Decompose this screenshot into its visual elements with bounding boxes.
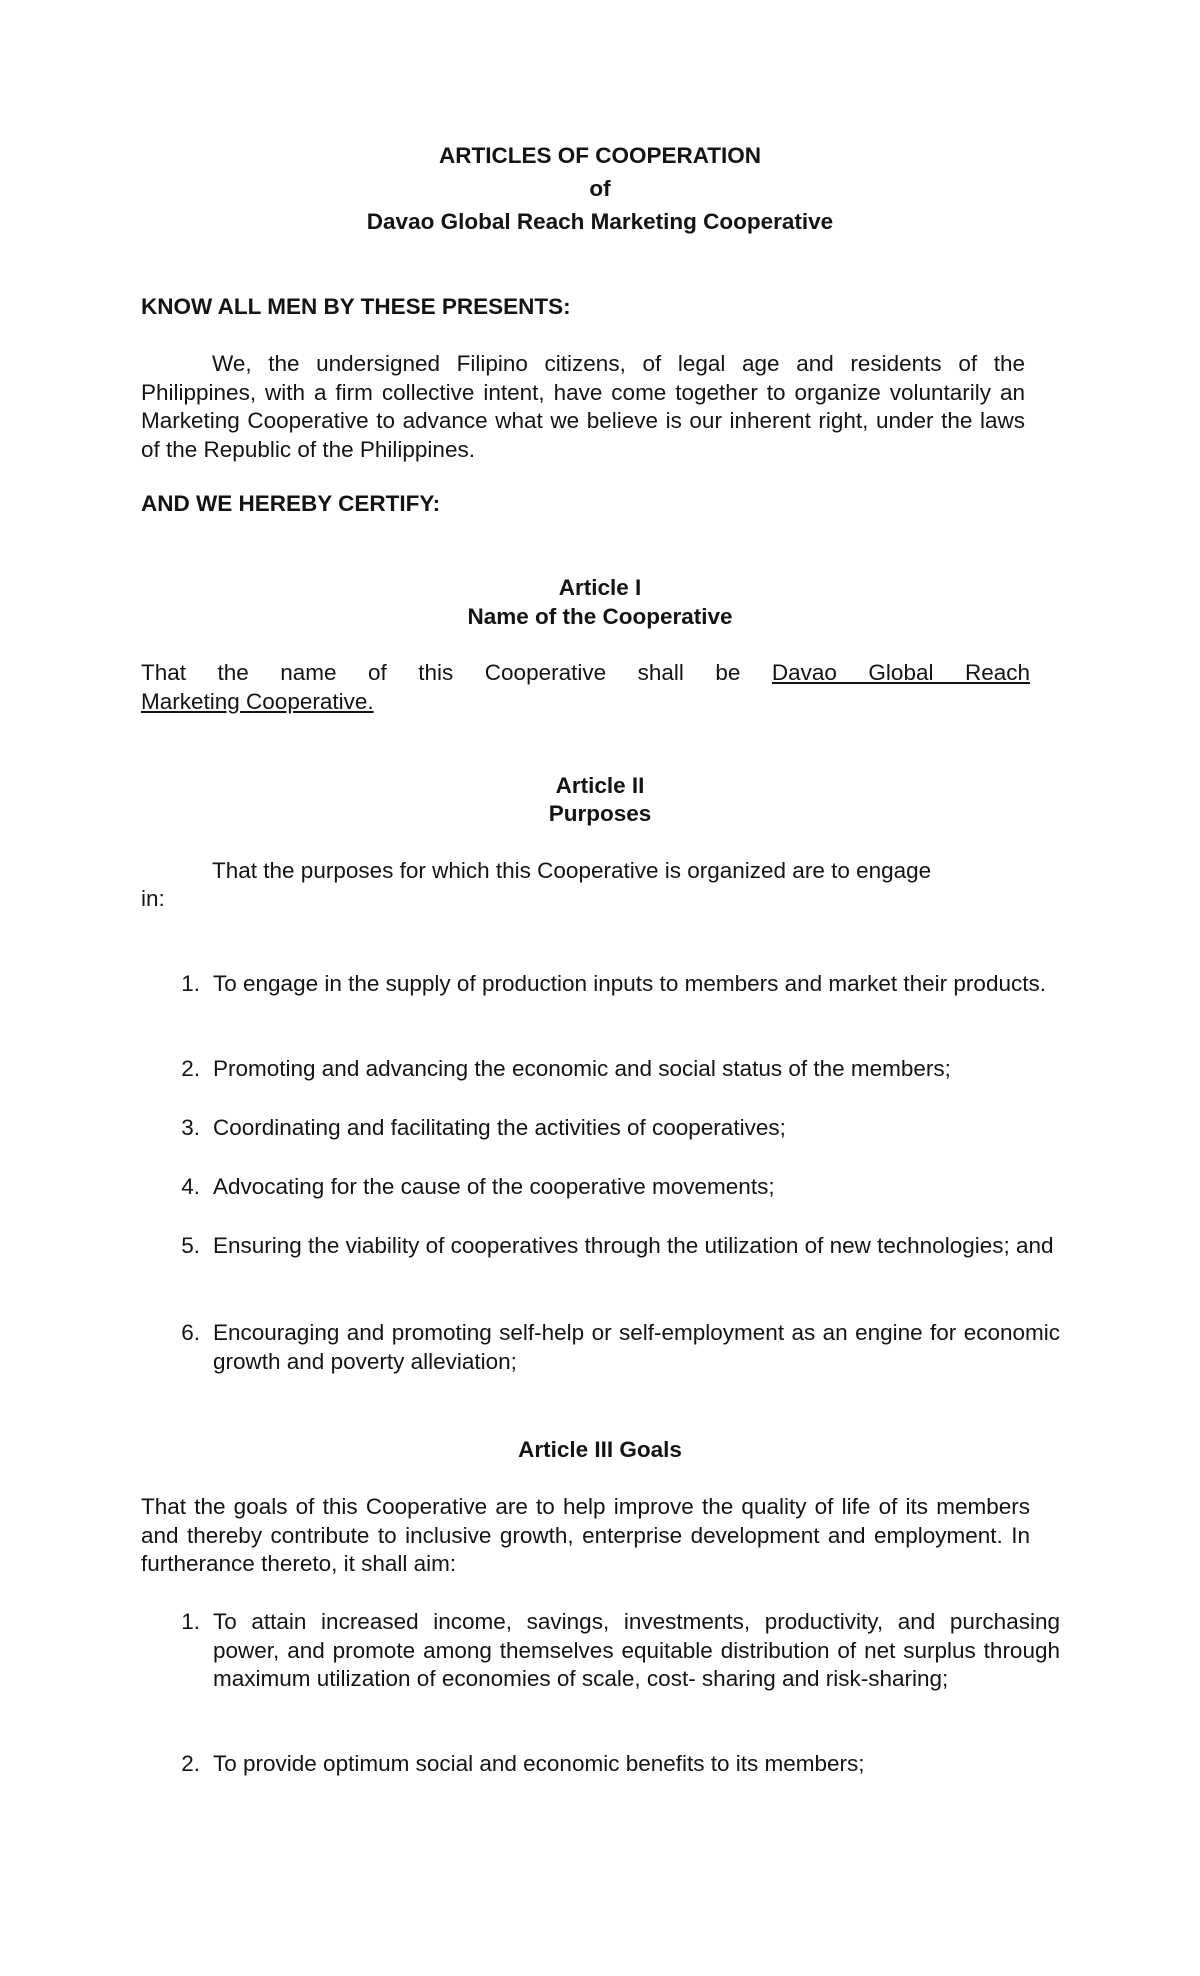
article3-intro: That the goals of this Cooperative are to help improve the quality of life of its members and thereby contribute to inclusive growth, enterprise development and employment. In furtherance thereto, it shall aim:: [141, 1494, 1030, 1576]
article1-heading: Article I: [558, 575, 642, 600]
article1-line1: [141, 659, 1030, 688]
article3-heading: Article III Goals: [518, 1437, 682, 1462]
goal-text: To attain increased income, savings, investments, productivity, and purchasing power, and promote among themselves equitable distribution of net surplus through maximum utilization of economies of scale, cost- sharing and risk-sharing;: [213, 1609, 1060, 1691]
document-subtitle: Davao Global Reach Marketing Cooperative: [366, 209, 834, 234]
article2-intro-line2: in:: [141, 886, 165, 911]
list-number: 2.: [181, 1056, 200, 1081]
article1-text: [141, 659, 1030, 716]
cooperative-name-line2: Marketing Cooperative.: [141, 688, 374, 714]
purpose-text: Promoting and advancing the economic and social status of the members;: [213, 1056, 951, 1081]
article2-subheading: Purposes: [548, 801, 652, 826]
list-number: 2.: [181, 1751, 200, 1776]
article2-heading: Article II: [555, 773, 645, 798]
document-title: ARTICLES OF COOPERATION: [438, 143, 762, 168]
know-all-heading: KNOW ALL MEN BY THESE PRESENTS:: [141, 294, 571, 319]
list-number: 6.: [181, 1320, 200, 1345]
goal-text: To provide optimum social and economic benefits to its members;: [213, 1751, 865, 1776]
list-number: 1.: [181, 971, 200, 996]
certify-heading: AND WE HEREBY CERTIFY:: [141, 491, 441, 516]
list-number: 4.: [181, 1174, 200, 1199]
cooperative-name-line1: Davao Global Reach: [771, 660, 1030, 685]
document-title-of: of: [589, 176, 611, 201]
article1-text-prefix: That the name of this Cooperative shall be: [141, 660, 741, 685]
purpose-text: Coordinating and facilitating the activities of cooperatives;: [213, 1115, 786, 1140]
purpose-text: Encouraging and promoting self-help or self-employment as an engine for economic growth and poverty alleviation;: [213, 1320, 1060, 1374]
article2-intro-line1: That the purposes for which this Cooperative is organized are to engage: [212, 858, 932, 883]
purpose-text: Advocating for the cause of the cooperative movements;: [213, 1174, 775, 1199]
list-number: 5.: [181, 1233, 200, 1258]
purpose-text: Ensuring the viability of cooperatives through the utilization of new technologies; and: [213, 1233, 1054, 1258]
purpose-text: To engage in the supply of production inputs to members and market their products.: [213, 971, 1046, 996]
list-number: 1.: [181, 1609, 200, 1634]
intro-paragraph: We, the undersigned Filipino citizens, of legal age and residents of the Philippines, with a firm collective intent, have come together to organize voluntarily an Marketing Cooperative to advance what we believe is our inherent right, under the laws of the Republic of the Philippines.: [141, 351, 1025, 462]
article1-subheading: Name of the Cooperative: [467, 604, 733, 629]
list-number: 3.: [181, 1115, 200, 1140]
